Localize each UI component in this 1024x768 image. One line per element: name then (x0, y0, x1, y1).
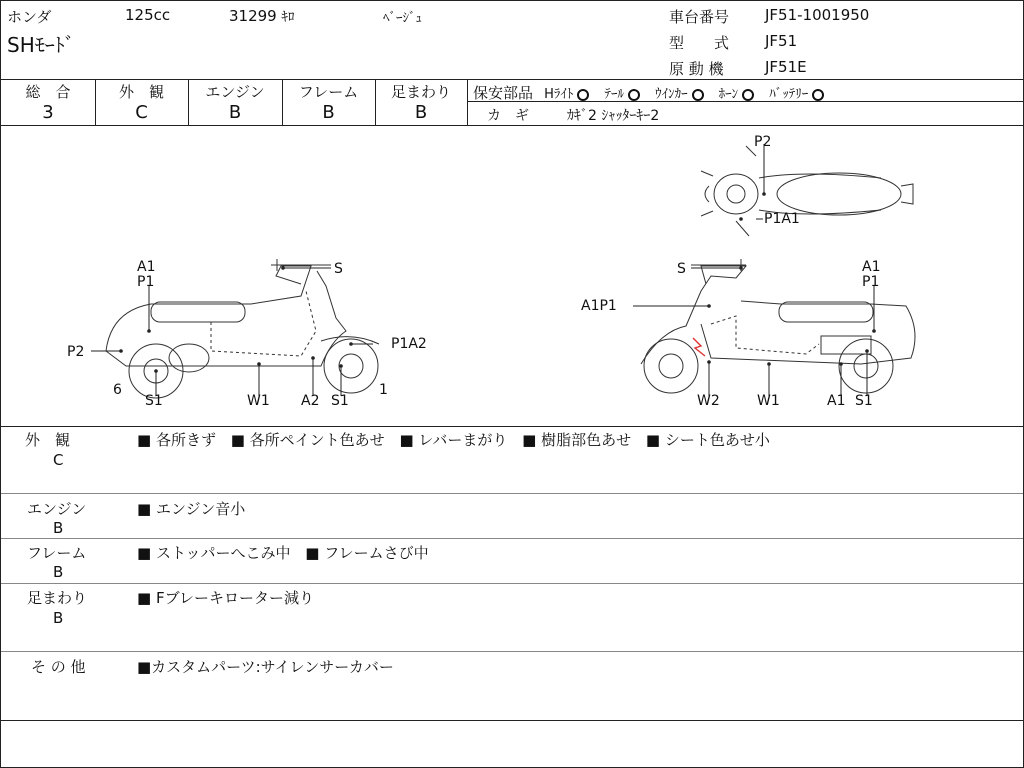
diagram-label: W1 (247, 393, 270, 409)
section-grade-suspension: B (53, 609, 64, 627)
grade-value: C (135, 102, 148, 123)
grade-value: 3 (42, 102, 54, 123)
diagram-label: 6 (113, 382, 122, 398)
mileage-unit: ｷﾛ (281, 10, 295, 25)
mileage-value: 31299 (229, 7, 277, 25)
section-grade-exterior: C (53, 451, 64, 469)
section-title-engine: エンジン (27, 500, 87, 518)
section-title-frame: フレーム (27, 544, 87, 562)
grade-label: フレーム (298, 83, 359, 101)
diagram-label: W2 (697, 393, 720, 409)
safety-headlight: Hﾗｲﾄ (544, 87, 589, 102)
ok-circle-icon (628, 89, 640, 101)
safety-label: 保安部品 (473, 84, 534, 102)
section-notes-suspension (137, 587, 324, 608)
engine-model-value: JF51E (765, 58, 807, 76)
safety-battery: ﾊﾞｯﾃﾘｰ (769, 87, 824, 102)
safety-horn: ﾎｰﾝ (719, 87, 755, 102)
note-item: ■ フレームさび中 (305, 544, 429, 562)
note-item: ■ レバーまがり (399, 431, 508, 449)
diagram-label: A2 (301, 393, 320, 409)
note-item: ■ 各所ペイント色あせ (230, 431, 385, 449)
note-item: ■ 樹脂部色あせ (522, 431, 632, 449)
frame-number-value: JF51-1001950 (765, 6, 870, 24)
diagram-label: P1A2 (391, 336, 427, 352)
grade-value: B (414, 102, 428, 123)
maker: ホンダ (7, 8, 52, 26)
key-value: ｶｷﾞ2 ｼｬｯﾀｰｷｰ2 (567, 108, 660, 124)
grade-value: B (228, 102, 242, 123)
section-notes-frame (137, 542, 439, 563)
model-type-value: JF51 (765, 32, 798, 50)
diagram-label: P1A1 (764, 211, 800, 227)
model-type-label: 型 式 (669, 34, 730, 52)
grade-label: 総 合 (25, 83, 71, 101)
grade-label: 足まわり (390, 83, 451, 101)
diagram-label: W1 (757, 393, 780, 409)
model-name: SHﾓｰﾄﾞ (7, 33, 75, 57)
ok-circle-icon (577, 89, 589, 101)
ok-circle-icon (742, 89, 754, 101)
section-notes-engine (137, 498, 255, 519)
diagram-label: S (677, 261, 686, 277)
ok-circle-icon (812, 89, 824, 101)
section-title-other: そ の 他 (31, 658, 86, 676)
diagram-label: S (334, 261, 343, 277)
note-item: ■ シート色あせ小 (645, 431, 770, 449)
diagram-label: A1P1 (581, 298, 617, 314)
grade-exterior (95, 81, 188, 125)
section-title-exterior: 外 観 (25, 431, 71, 449)
frame-number-label: 車台番号 (669, 8, 730, 26)
section-title-suspension: 足まわり (27, 589, 88, 607)
grade-overall (1, 81, 95, 125)
damage-diagram (1, 126, 1023, 426)
note-item: ■カスタムパーツ:サイレンサーカバー (137, 658, 394, 676)
diagram-label: A1 (827, 393, 846, 409)
grade-suspension (375, 81, 467, 125)
section-grade-frame: B (53, 563, 64, 581)
note-item: ■ 各所きず (137, 431, 216, 449)
diagram-label: A1 (137, 259, 156, 275)
safety-parts-row (473, 82, 834, 103)
note-item: ■ エンジン音小 (137, 500, 246, 518)
diagram-label: P1 (862, 274, 880, 290)
section-notes-other (137, 656, 404, 677)
diagram-label: S1 (855, 393, 873, 409)
section-grade-engine: B (53, 519, 64, 537)
grade-label: 外 観 (118, 83, 164, 101)
displacement: 125cc (125, 6, 171, 24)
key-label: カ ギ (487, 108, 529, 124)
diagram-label: 1 (379, 382, 388, 398)
note-item: ■ Fブレーキローター減り (137, 589, 314, 607)
safety-taillight: ﾃｰﾙ (604, 87, 640, 102)
diagram-label: S1 (331, 393, 349, 409)
grade-frame (282, 81, 375, 125)
grade-engine (188, 81, 282, 125)
safety-winker: ｳｲﾝｶｰ (655, 87, 704, 102)
section-notes-exterior (137, 429, 780, 450)
diagram-label: A1 (862, 259, 881, 275)
diagram-label: P2 (67, 344, 85, 360)
scooter-top-view (701, 146, 913, 236)
grade-value: B (322, 102, 335, 123)
diagram-label: P2 (754, 134, 772, 150)
color: ﾍﾞｰｼﾞｭ (383, 11, 422, 26)
leader-lines (91, 144, 874, 396)
engine-model-label: 原 動 機 (669, 60, 724, 78)
mileage (229, 6, 295, 25)
diagram-label: S1 (145, 393, 163, 409)
grade-label: エンジン (205, 83, 265, 101)
ok-circle-icon (692, 89, 704, 101)
diagram-label: P1 (137, 274, 155, 290)
note-item: ■ ストッパーへこみ中 (137, 544, 291, 562)
